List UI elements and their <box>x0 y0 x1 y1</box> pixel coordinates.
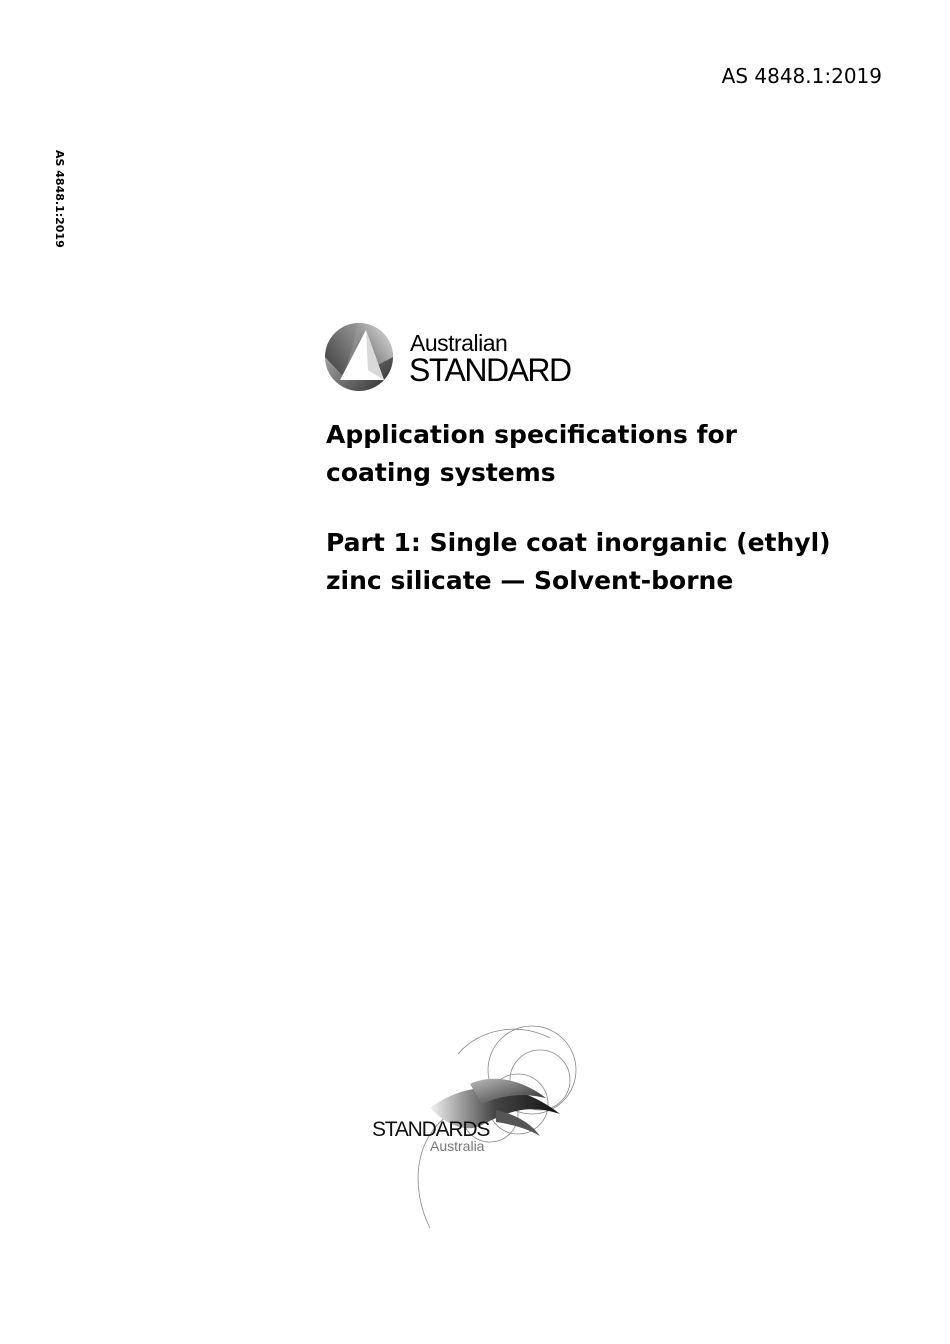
document-number: AS 4848.1:2019 <box>721 64 882 88</box>
logo-word-australian: Australian <box>410 330 508 356</box>
logo-word-australia: Australia <box>430 1138 485 1154</box>
document-title: Application specifications for coating systems <box>326 420 737 487</box>
title-block <box>326 416 896 600</box>
document-subtitle: Part 1: Single coat inorganic (ethyl) zinc silicate — Solvent-borne <box>326 528 831 595</box>
standards-australia-logo <box>370 1018 590 1234</box>
logo-word-standards: STANDARDS <box>372 1118 490 1141</box>
logo-word-standard: STANDARD <box>409 352 571 388</box>
spine-label <box>52 150 68 260</box>
spine-document-number: AS 4848.1:2019 <box>53 150 66 248</box>
australian-standard-emblem-icon <box>324 322 394 392</box>
australian-standard-logo <box>324 322 584 394</box>
